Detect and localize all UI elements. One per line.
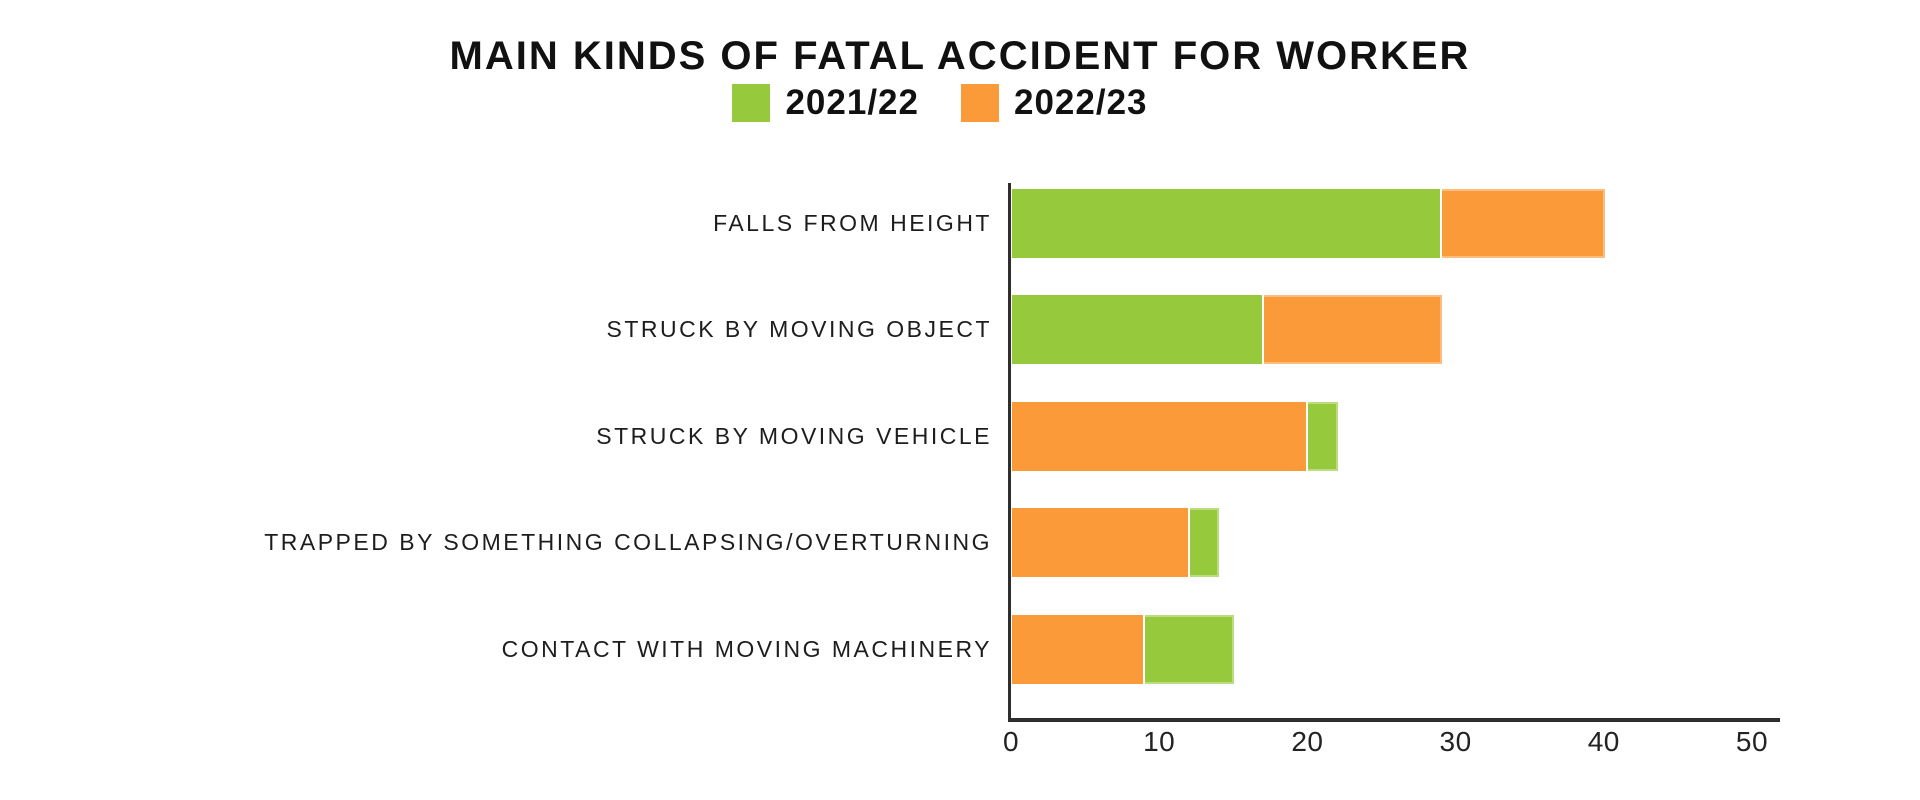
bar-front-segment [1012,189,1442,258]
x-tick-label: 30 [1439,726,1472,757]
x-axis-line [1008,718,1780,722]
legend-item-2021-22 [732,83,919,123]
bar-row-1 [1012,295,1442,364]
x-tick-label: 0 [1002,726,1020,757]
bar-row-0 [1012,189,1605,258]
legend-swatch-green-icon [732,84,770,122]
category-label: CONTACT WITH MOVING MACHINERY [501,636,992,662]
legend-label: 2021/22 [785,83,919,122]
legend-swatch-orange-icon [961,84,999,122]
category-label: STRUCK BY MOVING VEHICLE [596,423,992,449]
bar-row-4 [1012,615,1234,684]
bar-row-3 [1012,508,1219,577]
bar-front-segment [1012,295,1264,364]
x-tick-label: 40 [1587,726,1620,757]
bar-front-segment [1012,508,1190,577]
chart-title: MAIN KINDS OF FATAL ACCIDENT FOR WORKER [449,34,1471,78]
x-tick-label: 20 [1291,726,1324,757]
legend-label: 2022/23 [1014,83,1148,122]
y-axis-line [1008,183,1011,722]
bar-front-segment [1012,615,1145,684]
x-tick-label: 10 [1143,726,1176,757]
category-label: TRAPPED BY SOMETHING COLLAPSING/OVERTURNING [264,529,992,555]
x-tick-label: 50 [1735,726,1769,757]
chart-legend [0,80,1880,126]
category-label: STRUCK BY MOVING OBJECT [606,316,992,342]
legend-item-2022-23 [961,83,1148,123]
bar-front-segment [1012,402,1308,471]
bar-row-2 [1012,402,1338,471]
category-label: FALLS FROM HEIGHT [713,210,992,236]
